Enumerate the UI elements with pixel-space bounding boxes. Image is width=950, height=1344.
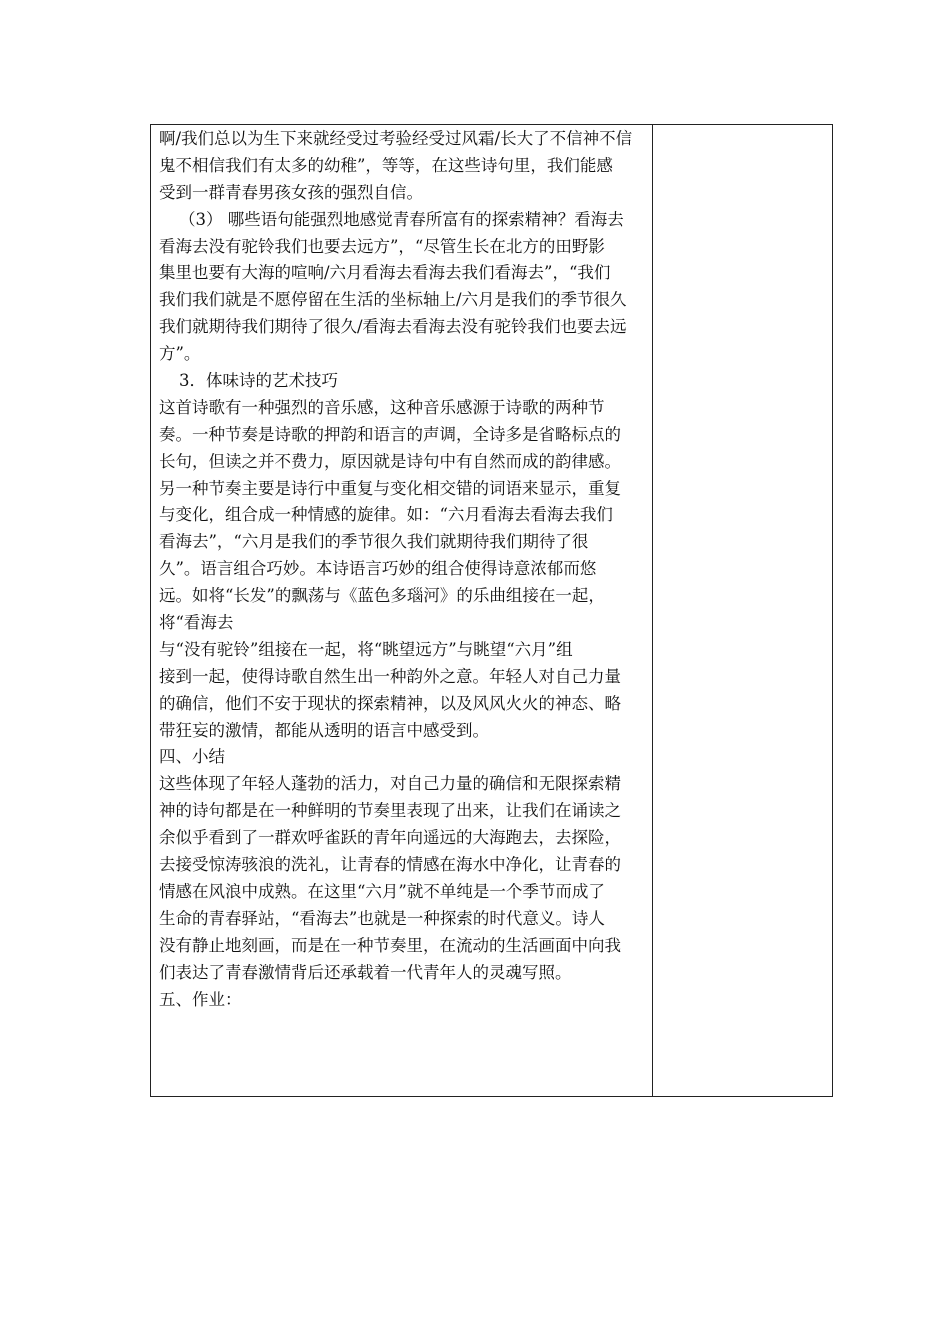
text-line: 与变化，组合成一种情感的旋律。如：“六月看海去看海去我们 — [159, 505, 613, 525]
text-line: 方”。 — [159, 344, 201, 364]
text-line: 五、作业： — [159, 989, 242, 1009]
text-line: 情感在风浪中成熟。在这里“六月”就不单纯是一个季节而成了 — [159, 881, 605, 901]
text-line: 我们就期待我们期待了很久/看海去看海去没有驼铃我们也要去远 — [159, 317, 627, 337]
text-line: 去接受惊涛骇浪的洗礼，让青春的情感在海水中净化，让青春的 — [159, 855, 621, 875]
text-line: 奏。一种节奏是诗歌的押韵和语言的声调，全诗多是省略标点的 — [159, 424, 621, 444]
text-line: 远。如将“长发”的飘荡与《蓝色多瑙河》的乐曲组接在一起， — [159, 586, 605, 606]
text-line: 鬼不相信我们有太多的幼稚”，等等，在这些诗句里，我们能感 — [159, 155, 613, 175]
main-content-cell — [151, 125, 653, 1096]
text-line: 集里也要有大海的喧响/六月看海去看海去我们看海去”，“我们 — [159, 263, 611, 283]
document-table — [150, 124, 833, 1097]
text-line: 啊/我们总以为生下来就经受过考验经受过风霜/长大了不信神不信 — [159, 129, 633, 148]
text-line: 长句，但读之并不费力，原因就是诗句中有自然而成的韵律感。 — [159, 451, 621, 471]
text-line: 看海去没有驼铃我们也要去远方”，“尽管生长在北方的田野影 — [159, 236, 605, 256]
text-line: 我们我们就是不愿停留在生活的坐标轴上/六月是我们的季节很久 — [159, 290, 627, 310]
text-line: 3．体味诗的艺术技巧 — [179, 371, 338, 391]
text-line: 与“没有驼铃”组接在一起，将“眺望远方”与眺望“六月”组 — [159, 639, 573, 659]
text-line: 余似乎看到了一群欢呼雀跃的青年向遥远的大海跑去，去探险， — [159, 828, 621, 848]
text-line: （3） 哪些语句能强烈地感觉青春所富有的探索精神？看海去 — [179, 209, 624, 229]
text-line: 另一种节奏主要是诗行中重复与变化相交错的词语来显示，重复 — [159, 478, 621, 498]
text-line: 神的诗句都是在一种鲜明的节奏里表现了出来，让我们在诵读之 — [159, 801, 621, 821]
text-line: 久”。语言组合巧妙。本诗语言巧妙的组合使得诗意浓郁而悠 — [159, 559, 597, 579]
notes-cell — [653, 125, 832, 1096]
text-line: 带狂妄的激情，都能从透明的语言中感受到。 — [159, 720, 489, 740]
text-line: 这些体现了年轻人蓬勃的活力，对自己力量的确信和无限探索精 — [159, 774, 621, 794]
text-line: 没有静止地刻画，而是在一种节奏里，在流动的生活画面中向我 — [159, 935, 621, 955]
text-line: 看海去”，“六月是我们的季节很久我们就期待我们期待了很 — [159, 532, 589, 552]
text-line: 生命的青春驿站，“看海去”也就是一种探索的时代意义。诗人 — [159, 908, 605, 928]
text-line: 这首诗歌有一种强烈的音乐感，这种音乐感源于诗歌的两种节 — [159, 397, 605, 417]
text-line: 们表达了青春激情背后还承载着一代青年人的灵魂写照。 — [159, 962, 572, 982]
text-line: 四、小结 — [159, 747, 225, 767]
text-line: 受到一群青春男孩女孩的强烈自信。 — [159, 182, 423, 202]
text-line: 的确信，他们不安于现状的探索精神，以及风风火火的神态、略 — [159, 693, 621, 713]
text-line: 将“看海去 — [159, 613, 234, 633]
text-line: 接到一起，使得诗歌自然生出一种韵外之意。年轻人对自己力量 — [159, 666, 621, 686]
